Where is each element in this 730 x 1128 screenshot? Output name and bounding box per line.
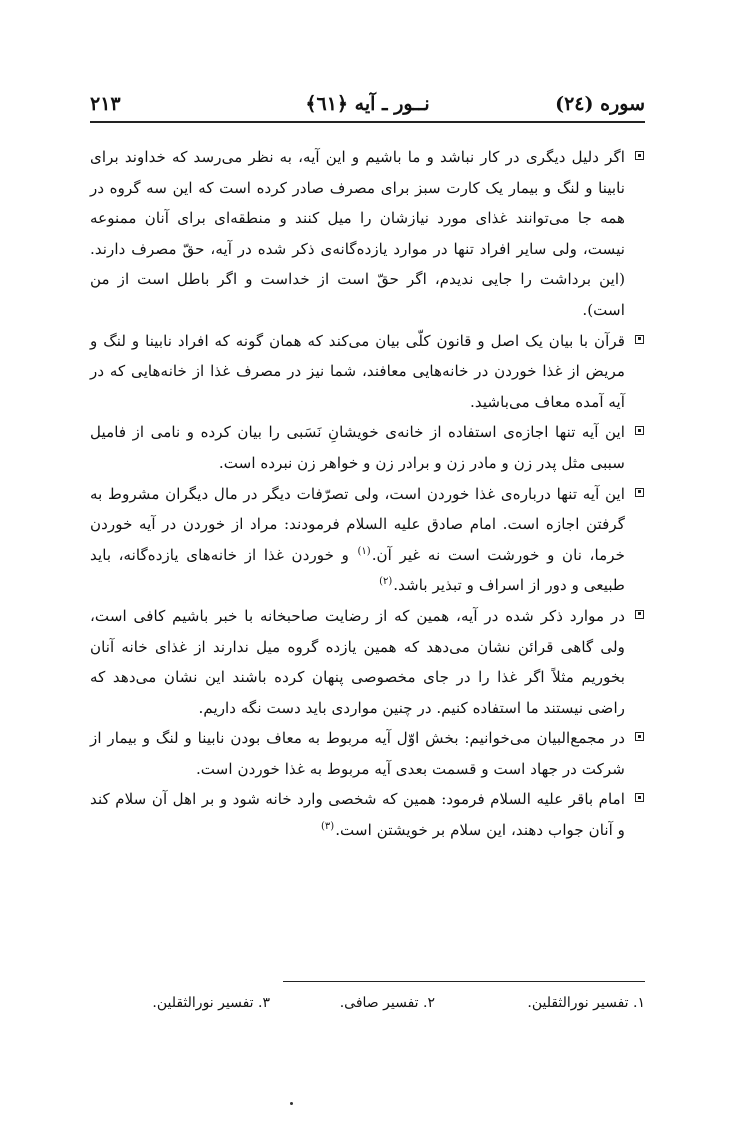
paragraph: [90, 723, 645, 784]
square-bullet-icon: [635, 732, 644, 741]
paragraph-text: اين آيه تنها درباره‌ى غذا خوردن است، ولى تصرّفات ديگر در مال ديگران مشروط به گرفتن اجازه است. امام صادق عليه السلام فرمودند: مراد از خوردن در آيه خوردن خرما، نان و خورشت است نه غير آن.: [90, 484, 625, 564]
paragraph-text: قرآن با بيان يک اصل و قانون كلّى بيان مى‌كند كه همان گونه كه افراد نابينا و لنگ و مريض از غذا خوردن در خانه‌هايى معافند، شما نيز در مصرف غذا از خانه‌هايى كه در آيه آمده معاف مى‌باشيد.: [90, 331, 625, 411]
square-bullet-icon: [635, 793, 644, 802]
paragraph-text: و خوردن غذا از خانه‌هاى يازده‌گانه، بايد طبيعى و دور از اسراف و تبذير باشد.: [90, 545, 625, 595]
square-bullet-icon: [635, 488, 644, 497]
header-divider: [90, 121, 645, 123]
running-header: [90, 88, 645, 120]
square-bullet-icon: [635, 610, 644, 619]
commentary-body: [90, 142, 645, 846]
page-mark: [290, 1102, 293, 1105]
paragraph: [90, 784, 645, 845]
paragraph: [90, 601, 645, 723]
square-bullet-icon: [635, 426, 644, 435]
footnote-1: ١. تفسير نورالثقلين.: [527, 995, 645, 1011]
paragraph: [90, 142, 645, 326]
footnote-ref: (٢): [379, 576, 393, 588]
footnote-2: ٢. تفسير صافى.: [339, 995, 435, 1011]
paragraph: [90, 417, 645, 478]
paragraph-text: امام باقر عليه السلام فرمود: همين كه شخصى وارد خانه شود و بر اهل آن سلام كند و آنان جواب دهند، اين سلام بر خويشتن است.: [90, 790, 625, 840]
footnotes: [90, 992, 645, 1018]
footnote-divider: [283, 981, 645, 982]
footnote-ref: (٣): [321, 821, 335, 832]
paragraph: [90, 479, 645, 601]
surah-label: سوره (٢٤): [555, 93, 645, 115]
square-bullet-icon: [635, 335, 644, 344]
footnote-3: ٣. تفسير نورالثقلين.: [152, 995, 270, 1011]
paragraph-text: اگر دليل ديگرى در كار نباشد و ما باشيم و اين آيه، به نظر مى‌رسد كه خداوند براى نابينا و لنگ و بيمار يک كارت سبز براى مصرف صادر كرده است كه اين سه گروه در همه جا مى‌توانند غذاى مورد نيازشان را ميل كنند و منطقه‌اى براى آنان ممنوعه نيست، ولى ساير افراد تنها در موارد يازده‌گانه‌ى ذكر شده در آيه، حقّ مصرف دارند. (اين برداشت را جايى نديدم، اگر حقّ است از خداست و اگر باطل است از من است).: [90, 148, 625, 319]
page-number: ٢١٣: [90, 93, 121, 115]
paragraph-text: در موارد ذكر شده در آيه، همين كه از رضايت صاحبخانه با خبر باشيم كافى است، ولى گاهى قرائن نشان مى‌دهد كه همين يازده گروه ميل ندارند از غذاى خانه آنان بخوريم مثلاً اگر غذا را در جاى مخصوصى پنهان كرده باشند اين نشان مى‌دهد كه راضى نيستند ما استفاده كنيم. در چنين مواردى بايد دست نگه داريم.: [90, 606, 625, 717]
footnote-ref: (١): [357, 545, 371, 557]
paragraph-text: در مجمع‌البيان مى‌خوانيم: بخش اوّل آيه مربوط به معاف بودن نابينا و لنگ و بيمار از شركت در جهاد است و قسمت بعدى آيه مربوط به غذا خوردن است.: [90, 729, 625, 778]
square-bullet-icon: [635, 151, 644, 160]
paragraph: [90, 326, 645, 418]
paragraph-text: اين آيه تنها اجازه‌ى استفاده از خانه‌ى خويشانِ نَسَبى را بيان كرده و نامى از فاميل سببى مثل پدر زن و مادر زن و برادر زن و خواهر زن نبرده است.: [90, 423, 625, 472]
verse-title: نــور ـ آيه ﴿٦١﴾: [305, 93, 430, 115]
